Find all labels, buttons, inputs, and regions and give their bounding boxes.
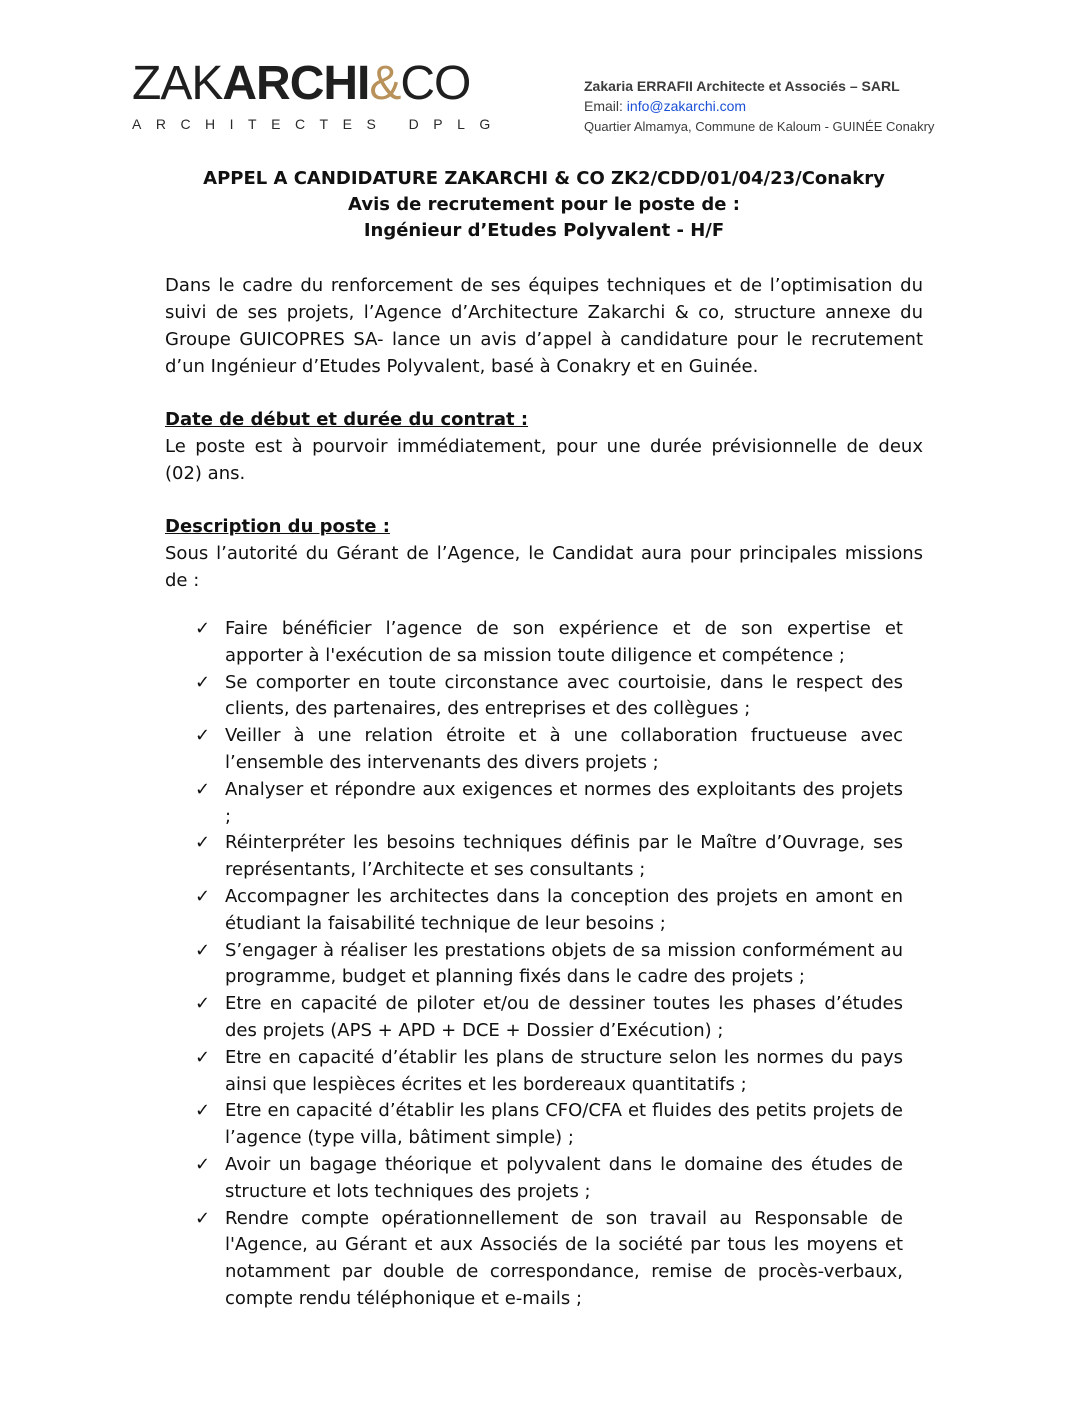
mission-item [195,1206,903,1313]
mission-item [195,991,903,1045]
mission-text: Avoir un bagage théorique et polyvalent dans le domaine des études de structure et lots techniques des projets ; [225,1153,903,1202]
company-name: Zakaria ERRAFII Architecte et Associés – SARL [584,78,900,94]
mission-text: Analyser et répondre aux exigences et normes des exploitants des projets ; [225,778,903,827]
check-icon: ✓ [195,939,211,961]
check-icon: ✓ [195,1207,211,1229]
company-logo [132,56,505,136]
intro-paragraph: Dans le cadre du renforcement de ses équipes techniques et de l’optimisation du suivi de ses projets, l’Agence d’Architecture Zakarchi & co, structure annexe du Groupe GUICOPRES SA- lance un avis d’appel à candidature pour le recrutement d’un Ingénieur d’Etudes Polyvalent, basé à Conakry et en Guinée. [165,275,923,377]
mission-item [195,938,903,992]
check-icon: ✓ [195,725,211,747]
title-line-1: APPEL A CANDIDATURE ZAKARCHI & CO ZK2/CDD/01/04/23/Conakry [203,168,885,189]
mission-text: Faire bénéficier l’agence de son expérience et de son expertise et apporter à l'exécution de sa mission toute diligence et compétence ; [225,618,903,666]
mission-text: Réinterpréter les besoins techniques définis par le Maître d’Ouvrage, ses représentants, l’Architecte et ses consultants ; [225,832,903,881]
check-icon: ✓ [195,1046,211,1068]
company-address: Quartier Almamya, Commune de Kaloum - GUINÉE Conakry [584,119,935,134]
mission-text: Etre en capacité de piloter et/ou de dessiner toutes les phases d’études des projets (APS + APD + DCE + Dossier d’Exécution) ; [225,993,903,1041]
check-icon: ✓ [195,993,211,1015]
mission-item [195,616,903,670]
missions-list [195,616,903,1313]
company-email [584,96,1054,116]
check-icon: ✓ [195,832,211,854]
mission-item [195,1045,903,1099]
mission-item [195,830,903,884]
check-icon: ✓ [195,671,211,693]
document-body [165,272,923,621]
mission-item [195,670,903,724]
check-icon: ✓ [195,1153,211,1175]
description-text: Sous l’autorité du Gérant de l’Agence, le Candidat aura pour principales missions de : [165,543,923,591]
email-label: Email: [584,98,627,114]
contract-heading: Date de début et durée du contrat : [165,409,529,430]
mission-text: Rendre compte opérationnellement de son travail au Responsable de l'Agence, au Gérant et aux Associés de la société par tous les moyens et notamment par double de correspondance, remise de procès-verbaux, compte rendu téléphonique et e-mails ; [225,1207,903,1309]
company-info [584,76,1054,138]
mission-text: Se comporter en toute circonstance avec courtoisie, dans le respect des clients, des partenaires, des entreprises et des collègues ; [225,671,903,720]
document-title-block [0,166,1088,244]
mission-text: Etre en capacité d’établir les plans de structure selon les normes du pays ainsi que lespièces écrites et les bordereaux quantitatifs ; [225,1046,903,1095]
mission-text: Accompagner les architectes dans la conception des projets en amont en étudiant la faisabilité technique de leur besoins ; [225,885,903,934]
mission-text: S’engager à réaliser les prestations objets de sa mission conformément au programme, budget et planning fixés dans le cadre des projets ; [225,939,903,988]
mission-item [195,723,903,777]
mission-item [195,1098,903,1152]
logo-wordmark: ZAKARCHI&CO [132,57,471,110]
mission-text: Etre en capacité d’établir les plans CFO/CFA et fluides des petits projets de l’agence (type villa, bâtiment simple) ; [225,1100,903,1149]
logo-subtitle: ARCHITECTES DPLG [132,116,505,132]
check-icon: ✓ [195,885,211,907]
mission-item [195,777,903,831]
check-icon: ✓ [195,618,211,639]
description-heading: Description du poste : [165,516,390,537]
title-line-2: Avis de recrutement pour le poste de : [348,194,740,215]
email-link[interactable]: info@zakarchi.com [626,98,747,114]
mission-item [195,884,903,938]
check-icon: ✓ [195,778,211,800]
contract-text: Le poste est à pourvoir immédiatement, pour une durée prévisionnelle de deux (02) ans. [165,436,923,484]
check-icon: ✓ [195,1100,211,1122]
mission-item [195,1152,903,1206]
title-line-3: Ingénieur d’Etudes Polyvalent - H/F [363,220,725,241]
mission-text: Veiller à une relation étroite et à une collaboration fructueuse avec l’ensemble des intervenants des divers projets ; [225,725,903,773]
